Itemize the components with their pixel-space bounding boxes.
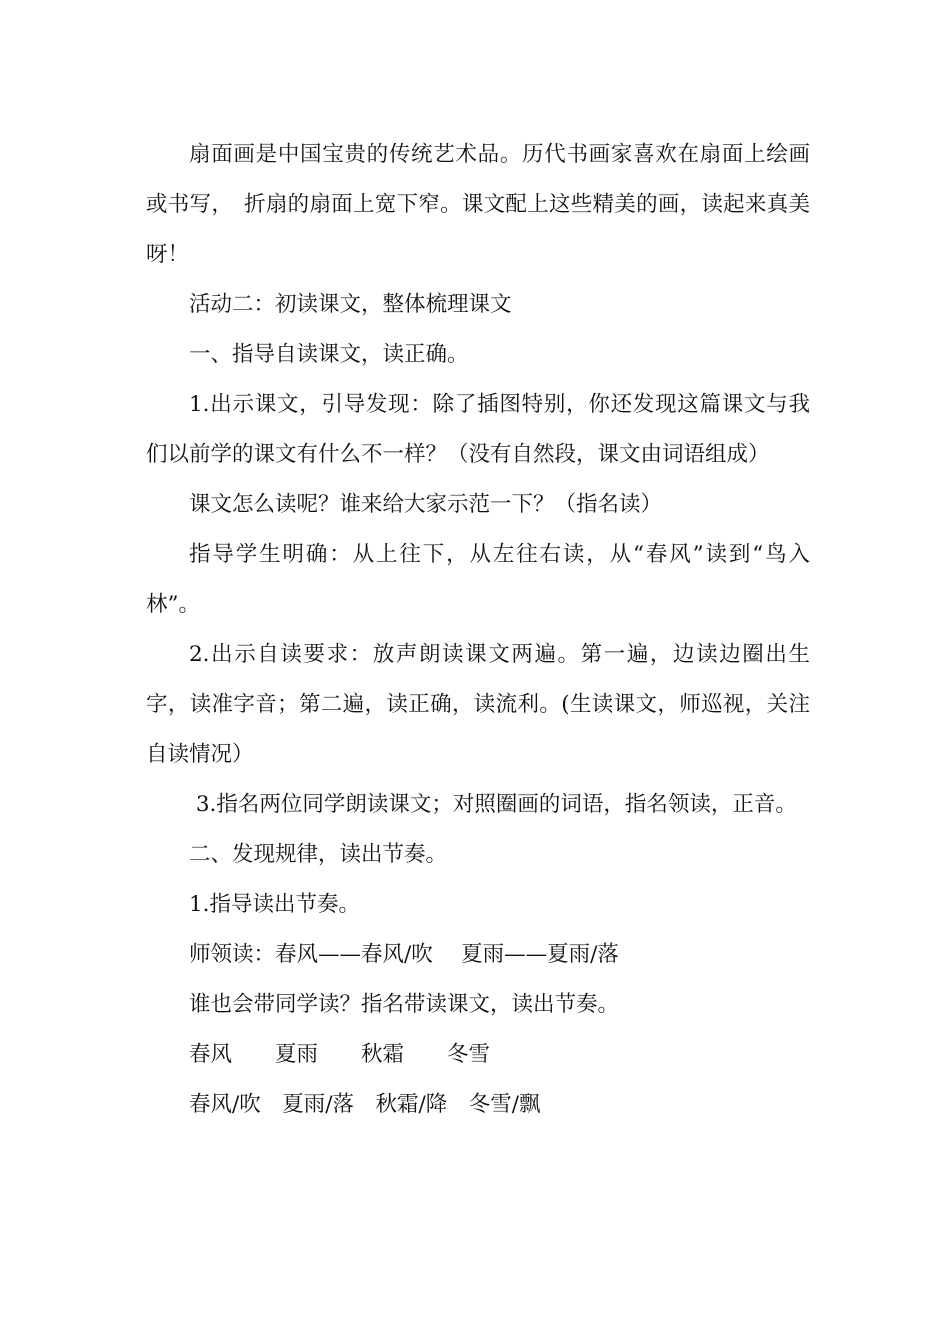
document-body [146,130,810,1130]
paragraph-activity-two-heading: 活动二：初读课文，整体梳理课文 [189,292,512,317]
paragraph-reading-direction: 指导学生明确：从上往下，从左往右读，从“春风”读到“鸟入林”。 [146,542,810,617]
paragraph-season-words: 春风 夏雨 秋霜 冬雪 [189,1042,491,1067]
paragraph-section-one-heading: 一、指导自读课文，读正确。 [189,342,469,367]
paragraph-rhythm-step-1: 1.指导读出节奏。 [189,892,361,917]
paragraph-step-3-read-aloud: 3.指名两位同学朗读课文；对照圈画的词语，指名领读，正音。 [189,792,797,817]
paragraph-fan-painting-intro: 扇面画是中国宝贵的传统艺术品。历代书画家喜欢在扇面上绘画或书写， 折扇的扇面上宽下窄。课文配上这些精美的画，读起来真美呀！ [146,142,810,267]
paragraph-student-lead-reading: 谁也会带同学读？指名带读课文，读出节奏。 [189,992,620,1017]
paragraph-step-2-self-reading: 2.出示自读要求：放声朗读课文两遍。第一遍，边读边圈出生字，读准字音；第二遍，读正确，读流利。(生读课文，师巡视，关注自读情况） [146,642,810,767]
paragraph-section-two-heading: 二、发现规律，读出节奏。 [189,842,448,867]
paragraph-how-to-read: 课文怎么读呢？谁来给大家示范一下？（指名读） [189,492,663,517]
paragraph-season-phrases: 春风/吹 夏雨/落 秋霜/降 冬雪/飘 [189,1092,541,1117]
paragraph-teacher-lead-reading: 师领读：春风——春风/吹 夏雨——夏雨/落 [189,942,619,967]
paragraph-step-1-show-text: 1.出示课文，引导发现：除了插图特别，你还发现这篇课文与我们以前学的课文有什么不一样？（没有自然段，课文由词语组成） [146,392,810,467]
